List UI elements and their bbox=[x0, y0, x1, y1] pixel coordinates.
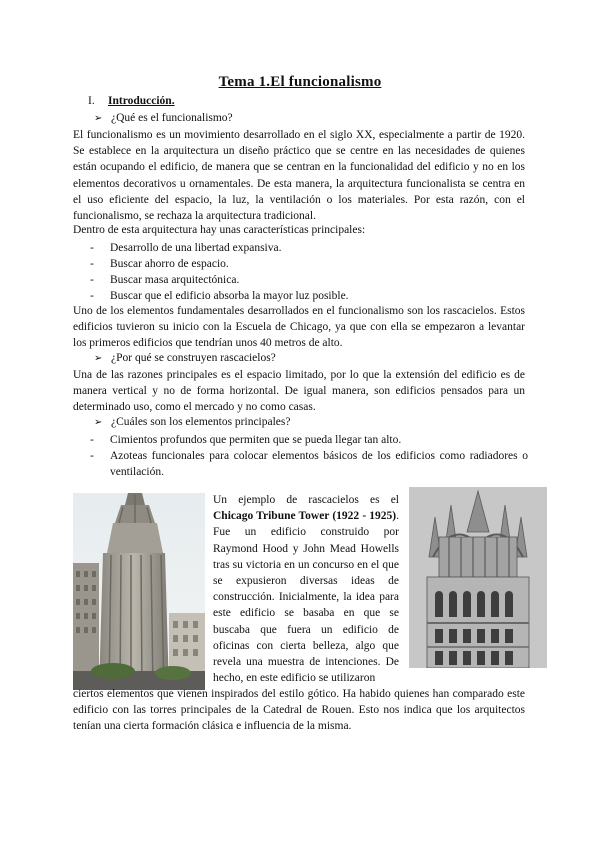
paragraph: ciertos elementos que vienen inspirados del estilo gótico. Ha habido quienes han comparado este edificio con las torres principales de la Catedral de Rouen. Esto nos indica que los arquitectos tenían una cierta formación clásica e influencia de la misma. bbox=[73, 688, 525, 733]
question-heading bbox=[94, 416, 290, 428]
question-text: ¿Qué es el funcionalismo? bbox=[111, 112, 233, 124]
paragraph-with-images bbox=[213, 492, 399, 686]
question-text: ¿Cuáles son los elementos principales? bbox=[111, 416, 291, 428]
list-item-text: Desarrollo de una libertad expansiva. bbox=[110, 242, 282, 254]
section-heading bbox=[88, 95, 175, 107]
question-heading bbox=[94, 112, 233, 124]
dash-bullet: - bbox=[90, 242, 94, 254]
dash-bullet: - bbox=[90, 274, 94, 286]
list-item-text: Buscar masa arquitectónica. bbox=[110, 274, 240, 286]
list-item-text: Cimientos profundos que permiten que se pueda llegar tan alto. bbox=[110, 434, 402, 446]
paragraph: El funcionalismo es un movimiento desarrollado en el siglo XX, especialmente a partir de 1920. Se establece en la arquitectura un diseño práctico que se centre en las necesidades de quienes están ocupando el edificio, de manera que se centran en la funcionalidad del edificio y no en los elementos decorativos u ornamentales. De esta manera, la arquitectura funcionalista se centra en el uso eficiente del espacio, la luz, la ventilación o los materiales. Por esta razón, con el funcionalismo, se rechaza la arquitectura tradicional. bbox=[73, 129, 525, 223]
list-item-text: Buscar ahorro de espacio. bbox=[110, 258, 229, 270]
dash-bullet: - bbox=[90, 258, 94, 270]
text-span: Un ejemplo de rascacielos es el bbox=[213, 494, 399, 506]
tribune-tower-crown-photo bbox=[409, 487, 547, 668]
section-number: I. bbox=[88, 95, 95, 107]
list-item-text: Buscar que el edificio absorba la mayor luz posible. bbox=[110, 290, 349, 302]
dash-bullet: - bbox=[90, 450, 94, 462]
text-span: . Fue un edificio construido por Raymond Hood y John Mead Howells tras su victoria en un concurso en el que se expusieron diversas ideas de construcción. Inicialmente, la idea para este edificio se basaba en que se buscaba que fuera un edificio de oficinas con cierta belleza, algo que revela una muestra de intenciones. De hecho, en este edificio se utilizaron bbox=[213, 510, 399, 685]
paragraph: Una de las razones principales es el espacio limitado, por lo que la extensión del edificio es de manera vertical y no de forma horizontal. De igual manera, son edificios pensados para un determinado uso, como el mercado y no como casas. bbox=[73, 369, 525, 414]
arrow-bullet-icon: ➢ bbox=[94, 417, 103, 428]
paragraph: Dentro de esta arquitectura hay unas características principales: bbox=[73, 224, 366, 236]
question-heading bbox=[94, 352, 276, 364]
dash-bullet: - bbox=[90, 290, 94, 302]
list-item-text: Azoteas funcionales para colocar elementos básicos de los edificios como radiadores o ventilación. bbox=[110, 450, 528, 479]
question-text: ¿Por qué se construyen rascacielos? bbox=[111, 352, 276, 364]
arrow-bullet-icon: ➢ bbox=[94, 113, 103, 124]
building-name: Chicago Tribune Tower (1922 - 1925) bbox=[213, 510, 397, 523]
page-title: Tema 1.El funcionalismo bbox=[218, 74, 382, 90]
section-label: Introducción. bbox=[108, 95, 175, 107]
paragraph: Uno de los elementos fundamentales desarrollados en el funcionalismo son los rascacielos. Estos edificios tuvieron su inicio con la Escuela de Chicago, ya que con ella se empezaron a levantar los primeros edificios que tendrían unos 40 metros de alto. bbox=[73, 305, 525, 350]
tribune-tower-photo bbox=[73, 493, 205, 690]
dash-bullet: - bbox=[90, 434, 94, 446]
arrow-bullet-icon: ➢ bbox=[94, 353, 103, 364]
